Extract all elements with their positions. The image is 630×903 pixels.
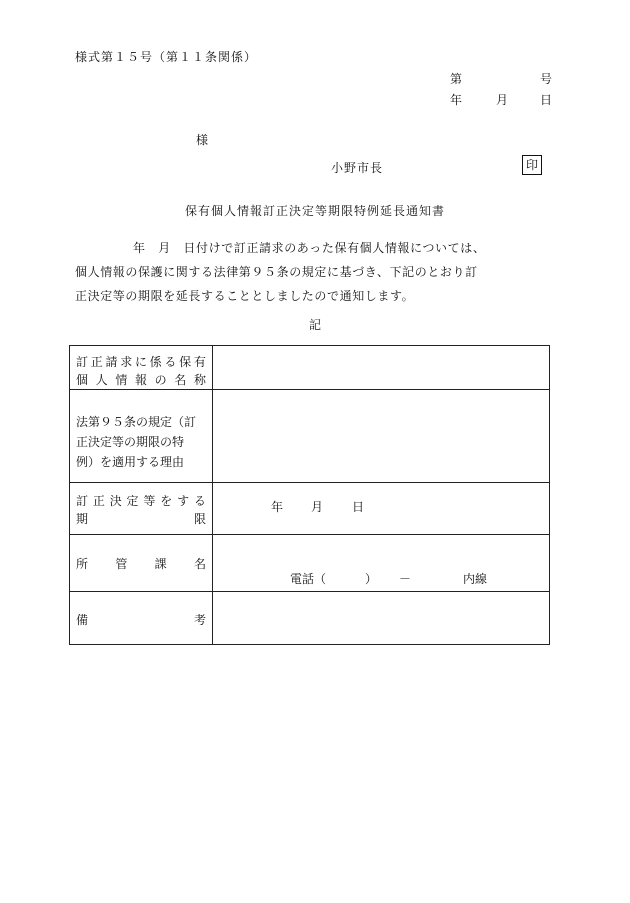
table-row-deadline: [70, 483, 550, 535]
phone-close: ）: [365, 572, 378, 586]
label-char: る: [193, 494, 206, 508]
value-cell[interactable]: [213, 592, 550, 645]
body-line-1: 年 月 日付けで訂正請求のあった保有個人情報については、: [133, 241, 486, 255]
label-char: 限: [193, 512, 206, 526]
deadline-month: 月: [311, 500, 324, 514]
label-char: 名: [193, 557, 206, 571]
label-char: 報: [134, 373, 147, 387]
table-row-reason: [70, 390, 550, 483]
label-line: [76, 510, 206, 528]
value-cell[interactable]: [213, 346, 550, 390]
label-char: 名: [174, 373, 187, 387]
extension-label: 内線: [463, 572, 488, 586]
label-char: の: [154, 373, 167, 387]
label-line: [76, 611, 206, 629]
label-char: る: [164, 355, 177, 369]
label-char: 情: [115, 373, 128, 387]
label-char: 正: [92, 494, 105, 508]
label-cell: [70, 346, 213, 390]
notice-table: [69, 345, 550, 645]
body-line-3: 正決定等の期限を延長することとしましたので通知します。: [75, 289, 415, 303]
body-line-2: 個人情報の保護に関する法律第９５条の規定に基づき、下記のとおり訂: [75, 265, 478, 279]
label-line: [76, 492, 206, 510]
label-line: 例）を適用する理由: [76, 455, 185, 469]
issuer-name: 小野市長: [331, 161, 384, 175]
label-char: 備: [76, 613, 89, 627]
deadline-year: 年: [271, 500, 284, 514]
label-char: を: [160, 494, 173, 508]
label-line: [76, 353, 206, 371]
label-cell: [70, 483, 213, 535]
table-row-department: [70, 535, 550, 592]
deadline-value-cell[interactable]: [213, 483, 550, 535]
phone-dash: －: [399, 572, 412, 586]
label-char: 請: [105, 355, 118, 369]
date-month-label: 月: [496, 93, 509, 107]
label-char: 訂: [76, 494, 89, 508]
label-cell: [70, 592, 213, 645]
label-char: 決: [109, 494, 122, 508]
label-char: に: [134, 355, 147, 369]
ki-heading: 記: [308, 318, 321, 332]
document-title: 保有個人情報訂正決定等期限特例延長通知書: [184, 204, 445, 218]
label-char: 保: [179, 355, 192, 369]
label-char: 係: [149, 355, 162, 369]
body-text: [75, 236, 555, 308]
date-day-label: 日: [540, 93, 553, 107]
label-char: 考: [193, 613, 206, 627]
label-line: [76, 555, 206, 573]
table-row-remarks: [70, 592, 550, 645]
label-char: 称: [193, 373, 206, 387]
label-char: 定: [126, 494, 139, 508]
label-char: 等: [143, 494, 156, 508]
label-char: 有: [193, 355, 206, 369]
department-value-cell[interactable]: [213, 535, 550, 592]
phone-label: 電話（: [290, 572, 327, 586]
label-char: 訂: [76, 355, 89, 369]
seal-box: 印: [522, 155, 542, 175]
label-char: 管: [115, 557, 128, 571]
form-number: 様式第１５号（第１１条関係）: [75, 50, 258, 64]
addressee-suffix: 様: [196, 133, 209, 147]
label-char: 正: [90, 355, 103, 369]
date-year-label: 年: [450, 93, 463, 107]
label-char: 人: [95, 373, 108, 387]
document-number-suffix: 号: [540, 72, 553, 86]
label-char: す: [177, 494, 190, 508]
label-cell: [70, 535, 213, 592]
label-line: 法第９５条の規定（訂: [76, 415, 197, 429]
label-char: 期: [76, 512, 89, 526]
label-char: 所: [76, 557, 89, 571]
document-number-label: 第: [450, 72, 463, 86]
deadline-day: 日: [352, 500, 365, 514]
label-cell: [70, 390, 213, 483]
table-row-subject-info: [70, 346, 550, 390]
label-char: 課: [154, 557, 167, 571]
label-line: 正決定等の期限の特: [76, 435, 185, 449]
label-char: 個: [76, 373, 89, 387]
label-char: 求: [120, 355, 133, 369]
label-line: [76, 371, 206, 389]
value-cell[interactable]: [213, 390, 550, 483]
